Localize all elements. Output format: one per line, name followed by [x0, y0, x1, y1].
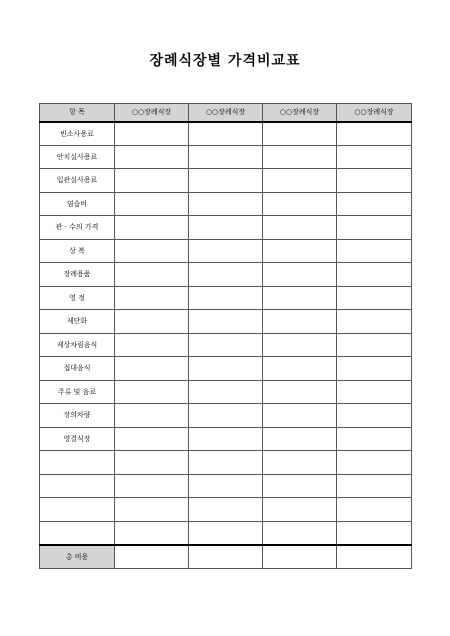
header-hall-4: ○○장례식장 [337, 104, 412, 122]
price-cell[interactable] [263, 263, 337, 287]
price-cell[interactable] [189, 145, 263, 169]
price-cell[interactable] [337, 239, 412, 263]
price-cell[interactable] [337, 474, 412, 498]
price-cell[interactable] [115, 474, 189, 498]
table-row [40, 333, 412, 357]
price-cell[interactable] [189, 310, 263, 334]
price-cell[interactable] [337, 404, 412, 428]
price-cell[interactable] [263, 192, 337, 216]
row-label: 장의차량 [40, 404, 115, 428]
price-cell[interactable] [189, 216, 263, 240]
price-cell[interactable] [189, 404, 263, 428]
table-row [40, 122, 412, 146]
total-label: 총 비용 [40, 545, 115, 569]
total-cell[interactable] [337, 545, 412, 569]
price-cell[interactable] [337, 122, 412, 146]
row-label: 접대음식 [40, 357, 115, 381]
table-row [40, 498, 412, 522]
header-hall-3: ○○장례식장 [263, 104, 337, 122]
price-cell[interactable] [263, 521, 337, 545]
price-cell[interactable] [189, 451, 263, 475]
row-label: 주류 및 음료 [40, 380, 115, 404]
table-row [40, 216, 412, 240]
price-cell[interactable] [337, 169, 412, 193]
price-cell[interactable] [337, 333, 412, 357]
price-cell[interactable] [337, 263, 412, 287]
row-label: 영결식장 [40, 427, 115, 451]
price-cell[interactable] [189, 122, 263, 146]
table-body [40, 122, 412, 545]
price-cell[interactable] [189, 498, 263, 522]
row-label [40, 451, 115, 475]
table-row [40, 474, 412, 498]
price-cell[interactable] [337, 521, 412, 545]
price-comparison-table [39, 103, 412, 569]
price-cell[interactable] [337, 145, 412, 169]
price-cell[interactable] [115, 333, 189, 357]
price-cell[interactable] [115, 380, 189, 404]
row-label: 관 · 수의 가격 [40, 216, 115, 240]
page-title: 장례식장별 가격비교표 [149, 53, 301, 69]
row-label: 입관실사용료 [40, 169, 115, 193]
price-cell[interactable] [263, 451, 337, 475]
price-cell[interactable] [263, 216, 337, 240]
price-cell[interactable] [337, 357, 412, 381]
price-cell[interactable] [189, 427, 263, 451]
price-cell[interactable] [263, 474, 337, 498]
price-cell[interactable] [337, 498, 412, 522]
table-row [40, 404, 412, 428]
price-cell[interactable] [263, 427, 337, 451]
price-cell[interactable] [189, 521, 263, 545]
price-cell[interactable] [263, 380, 337, 404]
price-cell[interactable] [189, 380, 263, 404]
table-row [40, 169, 412, 193]
price-cell[interactable] [115, 427, 189, 451]
total-cell[interactable] [189, 545, 263, 569]
price-cell[interactable] [263, 122, 337, 146]
price-cell[interactable] [263, 333, 337, 357]
price-cell[interactable] [189, 357, 263, 381]
row-label [40, 498, 115, 522]
price-cell[interactable] [263, 286, 337, 310]
price-cell[interactable] [115, 169, 189, 193]
price-cell[interactable] [263, 239, 337, 263]
price-cell[interactable] [337, 192, 412, 216]
price-cell[interactable] [115, 263, 189, 287]
price-cell[interactable] [115, 216, 189, 240]
row-label: 장례용품 [40, 263, 115, 287]
price-cell[interactable] [189, 474, 263, 498]
price-cell[interactable] [115, 145, 189, 169]
table-row [40, 380, 412, 404]
table-row [40, 286, 412, 310]
header-row [40, 104, 412, 122]
price-cell[interactable] [115, 192, 189, 216]
row-label: 상 복 [40, 239, 115, 263]
header-item: 항 목 [40, 104, 115, 122]
total-row [40, 545, 412, 569]
price-cell[interactable] [189, 169, 263, 193]
price-cell[interactable] [263, 310, 337, 334]
row-label: 제단화 [40, 310, 115, 334]
table-row [40, 263, 412, 287]
price-cell[interactable] [263, 357, 337, 381]
table-row [40, 239, 412, 263]
price-cell[interactable] [337, 286, 412, 310]
price-cell[interactable] [189, 239, 263, 263]
row-label [40, 474, 115, 498]
price-cell[interactable] [115, 122, 189, 146]
price-cell[interactable] [189, 192, 263, 216]
row-label: 빈소사용료 [40, 122, 115, 146]
price-cell[interactable] [115, 498, 189, 522]
table-row [40, 357, 412, 381]
table-row [40, 192, 412, 216]
header-hall-1: ○○장례식장 [115, 104, 189, 122]
total-cell[interactable] [263, 545, 337, 569]
table-row [40, 427, 412, 451]
table-row [40, 145, 412, 169]
price-cell[interactable] [115, 357, 189, 381]
price-cell[interactable] [337, 310, 412, 334]
price-cell[interactable] [263, 404, 337, 428]
price-cell[interactable] [115, 451, 189, 475]
price-cell[interactable] [337, 216, 412, 240]
price-cell[interactable] [263, 169, 337, 193]
price-cell[interactable] [337, 451, 412, 475]
price-cell[interactable] [115, 310, 189, 334]
price-cell[interactable] [189, 263, 263, 287]
row-label: 영 정 [40, 286, 115, 310]
header-hall-2: ○○장례식장 [189, 104, 263, 122]
price-cell[interactable] [115, 404, 189, 428]
total-cell[interactable] [115, 545, 189, 569]
table-row [40, 310, 412, 334]
row-label [40, 521, 115, 545]
price-cell[interactable] [115, 521, 189, 545]
price-cell[interactable] [189, 286, 263, 310]
row-label: 제상차림음식 [40, 333, 115, 357]
price-cell[interactable] [115, 239, 189, 263]
price-cell[interactable] [263, 145, 337, 169]
price-cell[interactable] [263, 498, 337, 522]
price-cell[interactable] [115, 286, 189, 310]
row-label: 염습비 [40, 192, 115, 216]
price-cell[interactable] [189, 333, 263, 357]
price-cell[interactable] [337, 380, 412, 404]
table-row [40, 451, 412, 475]
price-cell[interactable] [337, 427, 412, 451]
table-row [40, 521, 412, 545]
row-label: 안치실사용료 [40, 145, 115, 169]
